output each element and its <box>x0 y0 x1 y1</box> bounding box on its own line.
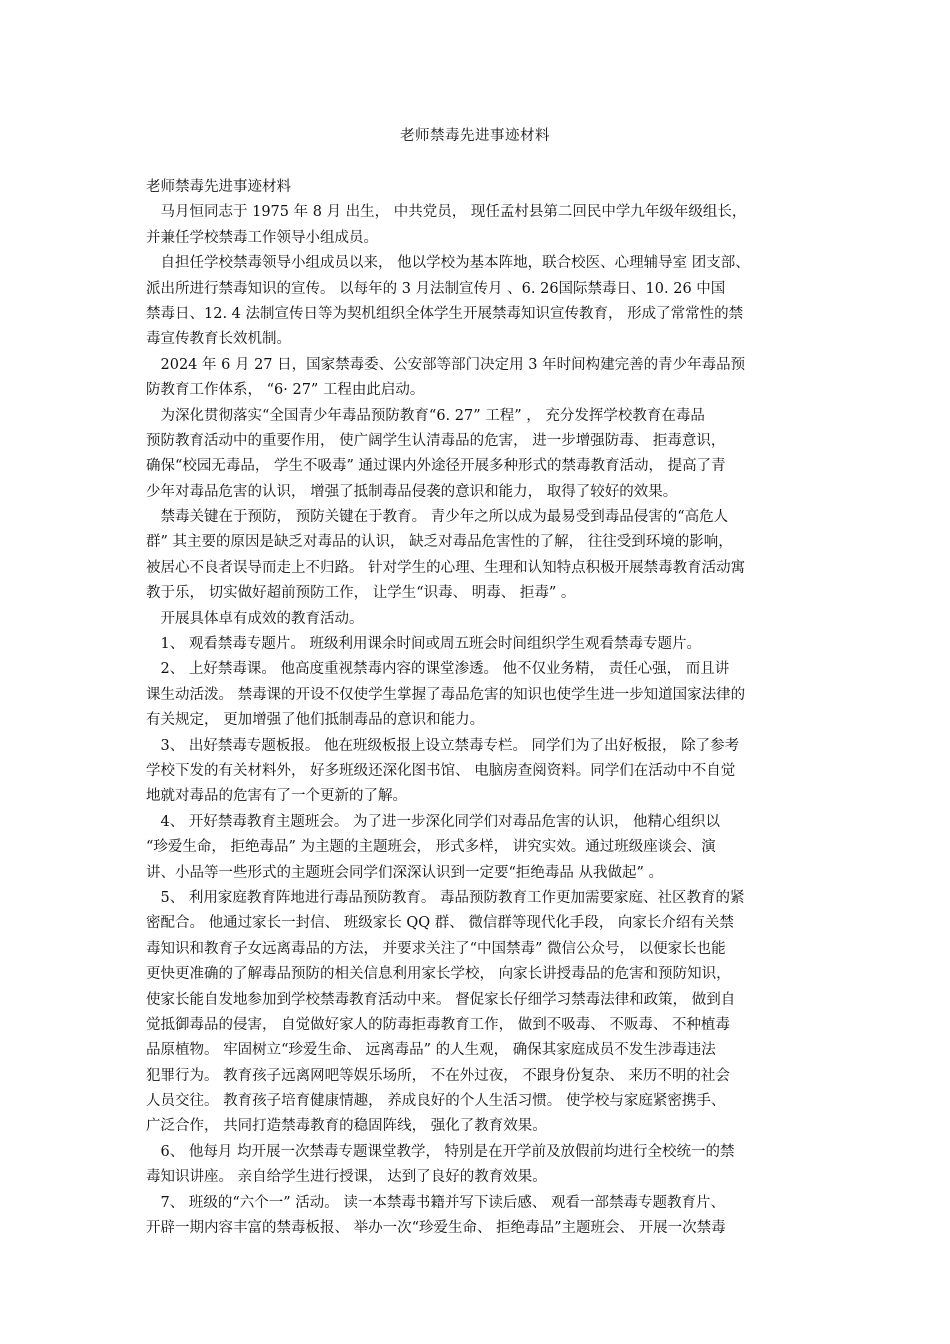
body-text-line: 品原植物。 牢固树立“珍爱生命、 远离毒品” 的人生观， 确保其家庭成员不发生涉毒违法 <box>146 1042 716 1059</box>
body-text-line: 毒知识和教育子女远离毒品的方法， 并要求关注了“中国禁毒” 微信公众号， 以便家长也能 <box>146 940 726 957</box>
body-text-line: 禁毒日、12. 4 法制宣传日等为契机组织全体学生开展禁毒知识宣传教育， 形成了常常性的禁 <box>146 305 744 322</box>
body-text-line: 4、 开好禁毒教育主题班会。 为了进一步深化同学们对毒品危害的认识， 他精心组织以 <box>146 813 721 830</box>
body-text-line: 防教育工作体系， “6· 27” 工程由此启动。 <box>146 382 425 399</box>
body-text-line: 犯罪行为。 教育孩子远离网吧等娱乐场所， 不在外过夜， 不跟身份复杂、 来历不明的社会 <box>146 1067 730 1084</box>
body-text-line: 确保“校园无毒品， 学生不吸毒” 通过课内外途径开展多种形式的禁毒教育活动， 提高了青 <box>146 458 726 475</box>
body-text-line: 自担任学校禁毒领导小组成员以来， 他以学校为基本阵地，联合校医、心理辅导室 团支部、 <box>146 255 750 272</box>
body-text-line: 广泛合作， 共同打造禁毒教育的稳固阵线， 强化了教育效果。 <box>146 1118 547 1135</box>
body-text-line: 开辟一期内容丰富的禁毒板报、 举办一次“珍爱生命、 拒绝毒品”主题班会、 开展一次禁毒 <box>146 1220 726 1237</box>
body-text-line: 3、 出好禁毒专题板报。 他在班级板报上设立禁毒专栏。 同学们为了出好板报， 除了参考 <box>146 737 740 754</box>
body-text-line: 禁毒关键在于预防， 预防关键在于教育。 青少年之所以成为最易受到毒品侵害的“高危人 <box>146 509 729 526</box>
body-text-line: 觉抵御毒品的侵害， 自觉做好家人的防毒拒毒教育工作， 做到不吸毒、 不贩毒、 不种植毒 <box>146 1016 730 1033</box>
body-text-line: 更快更准确的了解毒品预防的相关信息利用家长学校， 向家长讲授毒品的危害和预防知识， <box>146 966 731 983</box>
document-title: 老师禁毒先进事迹材料 <box>400 128 550 144</box>
body-text-line: 有关规定， 更加增强了他们抵制毒品的意识和能力。 <box>146 712 485 729</box>
body-text-line: 7、 班级的“六个一” 活动。 读一本禁毒书籍并写下读后感、 观看一部禁毒专题教育片、 <box>146 1194 725 1211</box>
body-text-line: “珍爱生命， 拒绝毒品” 为主题的主题班会， 形式多样， 讲究实效。通过班级座谈会、演 <box>146 839 716 856</box>
body-text-line: 5、 利用家庭教育阵地进行毒品预防教育。 毒品预防教育工作更加需要家庭、社区教育的紧 <box>146 889 745 906</box>
body-text-line: 2、 上好禁毒课。 他高度重视禁毒内容的课堂渗透。 他不仅业务精， 责任心强， 而且讲 <box>146 661 730 678</box>
body-text-line: 为深化贯彻落实“全国青少年毒品预防教育“6. 27” 工程” ， 充分发挥学校教育在毒品 <box>146 407 705 424</box>
body-text-line: 人员交往。 教育孩子培育健康情趣， 养成良好的个人生活习惯。 使学校与家庭紧密携手、 <box>146 1093 726 1110</box>
body-text-line: 2024 年 6 月 27 日，国家禁毒委、公安部等部门决定用 3 年时间构建完善的青少年毒品预 <box>146 356 746 373</box>
body-text-line: 毒宣传教育长效机制。 <box>146 331 291 348</box>
body-text-line: 学校下发的有关材料外， 好多班级还深化图书馆、 电脑房查阅资料。同学们在活动中不自觉 <box>146 762 736 779</box>
body-text-line: 讲、小品等一些形式的主题班会同学们深深认识到一定要“拒绝毒品 从我做起” 。 <box>146 864 664 881</box>
body-text-line: 被居心不良者误导而走上不归路。 针对学生的心理、生理和认知特点积极开展禁毒教育活动寓 <box>146 559 746 576</box>
body-text-line: 地就对毒品的危害有了一个更新的了解。 <box>146 788 407 805</box>
body-text-line: 并兼任学校禁毒工作领导小组成员。 <box>146 229 378 246</box>
body-text-line: 群” 其主要的原因是缺乏对毒品的认识， 缺乏对毒品危害性的了解， 往往受到环境的影响， <box>146 534 733 551</box>
body-text-line: 课生动活泼。 禁毒课的开设不仅使学生掌握了毒品危害的知识也使学生进一步知道国家法律的 <box>146 686 746 703</box>
body-text-line: 密配合。 他通过家长一封信、 班级家长 QQ 群、 微信群等现代化手段， 向家长介绍有关禁 <box>146 915 734 932</box>
body-text-line: 派出所进行禁毒知识的宣传。 以每年的 3 月法制宣传月 、6. 26国际禁毒日、10. 26 中国 <box>146 280 726 297</box>
body-text-line: 少年对毒品危害的认识， 增强了抵制毒品侵袭的意识和能力， 取得了较好的效果。 <box>146 483 678 500</box>
body-text-line: 6、 他每月 均开展一次禁毒专题课堂教学， 特别是在开学前及放假前均进行全校统一的禁 <box>146 1143 735 1160</box>
body-text-line: 教于乐， 切实做好超前预防工作， 让学生“识毒、 明毒、 拒毒” 。 <box>146 585 576 602</box>
body-text-line: 毒知识讲座。 亲自给学生进行授课， 达到了良好的教育效果。 <box>146 1169 547 1186</box>
body-text-line: 1、 观看禁毒专题片。 班级利用课余时间或周五班会时间组织学生观看禁毒专题片。 <box>146 636 701 653</box>
body-text-line: 使家长能自发地参加到学校禁毒教育活动中来。 督促家长仔细学习禁毒法律和政策， 做到自 <box>146 991 736 1008</box>
document-body <box>146 175 806 1241</box>
body-text-line: 马月恒同志于 1975 年 8 月 出生， 中共党员， 现任孟村县第二回民中学九年级年级组长， <box>146 204 747 221</box>
body-text-line: 开展具体卓有成效的教育活动。 <box>146 610 364 627</box>
body-heading: 老师禁毒先进事迹材料 <box>146 179 291 195</box>
body-text-line: 预防教育活动中的重要作用， 使广阔学生认清毒品的危害， 进一步增强防毒、 拒毒意识， <box>146 432 726 449</box>
